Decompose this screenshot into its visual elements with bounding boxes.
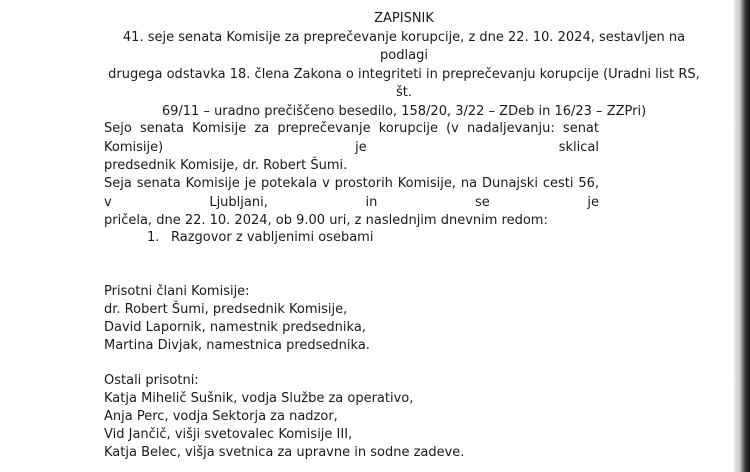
attendee-entry: Vid Jančič, višji svetovalec Komisije III,	[104, 427, 353, 442]
page-edge-shadow	[734, 0, 750, 472]
document-title: ZAPISNIK	[374, 11, 434, 26]
members-heading: Prisotni člani Komisije:	[104, 284, 250, 299]
attendee-entry: Katja Mihelič Sušnik, vodja Službe za operativo,	[104, 391, 414, 406]
paragraph-line: Seja senata Komisije je potekala v prostorih Komisije, na Dunajski cesti 56, v Ljubljani, in se je	[104, 176, 599, 210]
attendee-entry: Katja Belec, višja svetnica za upravne in sodne zadeve.	[104, 445, 465, 460]
paragraph-line: pričela, dne 22. 10. 2024, ob 9.00 uri, z naslednjim dnevnim redom:	[104, 213, 548, 228]
paragraph-line: predsednik Komisije, dr. Robert Šumi.	[104, 158, 348, 173]
member-entry: Martina Divjak, namestnica predsednika.	[104, 338, 370, 353]
agenda-item-text: Razgovor z vabljenimi osebami	[171, 230, 374, 245]
paragraph-line: Sejo senata Komisije za preprečevanje korupcije (v nadaljevanju: senat Komisije) je sklical	[104, 121, 599, 155]
member-entry: David Lapornik, namestnik predsednika,	[104, 320, 366, 335]
session-paragraph	[104, 175, 599, 231]
others-list	[104, 372, 464, 462]
agenda-item	[147, 229, 373, 248]
header-line: 41. seje senata Komisije za preprečevanje korupcije, z dne 22. 10. 2024, sestavljen na podlagi	[122, 29, 686, 63]
attendee-entry: Anja Perc, vodja Sektorja za nadzor,	[104, 409, 338, 424]
member-entry: dr. Robert Šumi, predsednik Komisije,	[104, 302, 348, 317]
header-line: 69/11 – uradno prečiščeno besedilo, 158/20, 3/22 – ZDeb in 16/23 – ZZPri)	[161, 103, 647, 119]
header-line: drugega odstavka 18. člena Zakona o integriteti in preprečevanju korupcije (Uradni list RS, št.	[108, 66, 700, 100]
document-header	[104, 10, 704, 121]
convening-paragraph	[104, 120, 599, 176]
members-list	[104, 283, 370, 355]
agenda-item-number: 1.	[147, 230, 160, 245]
others-heading: Ostali prisotni:	[104, 373, 199, 388]
